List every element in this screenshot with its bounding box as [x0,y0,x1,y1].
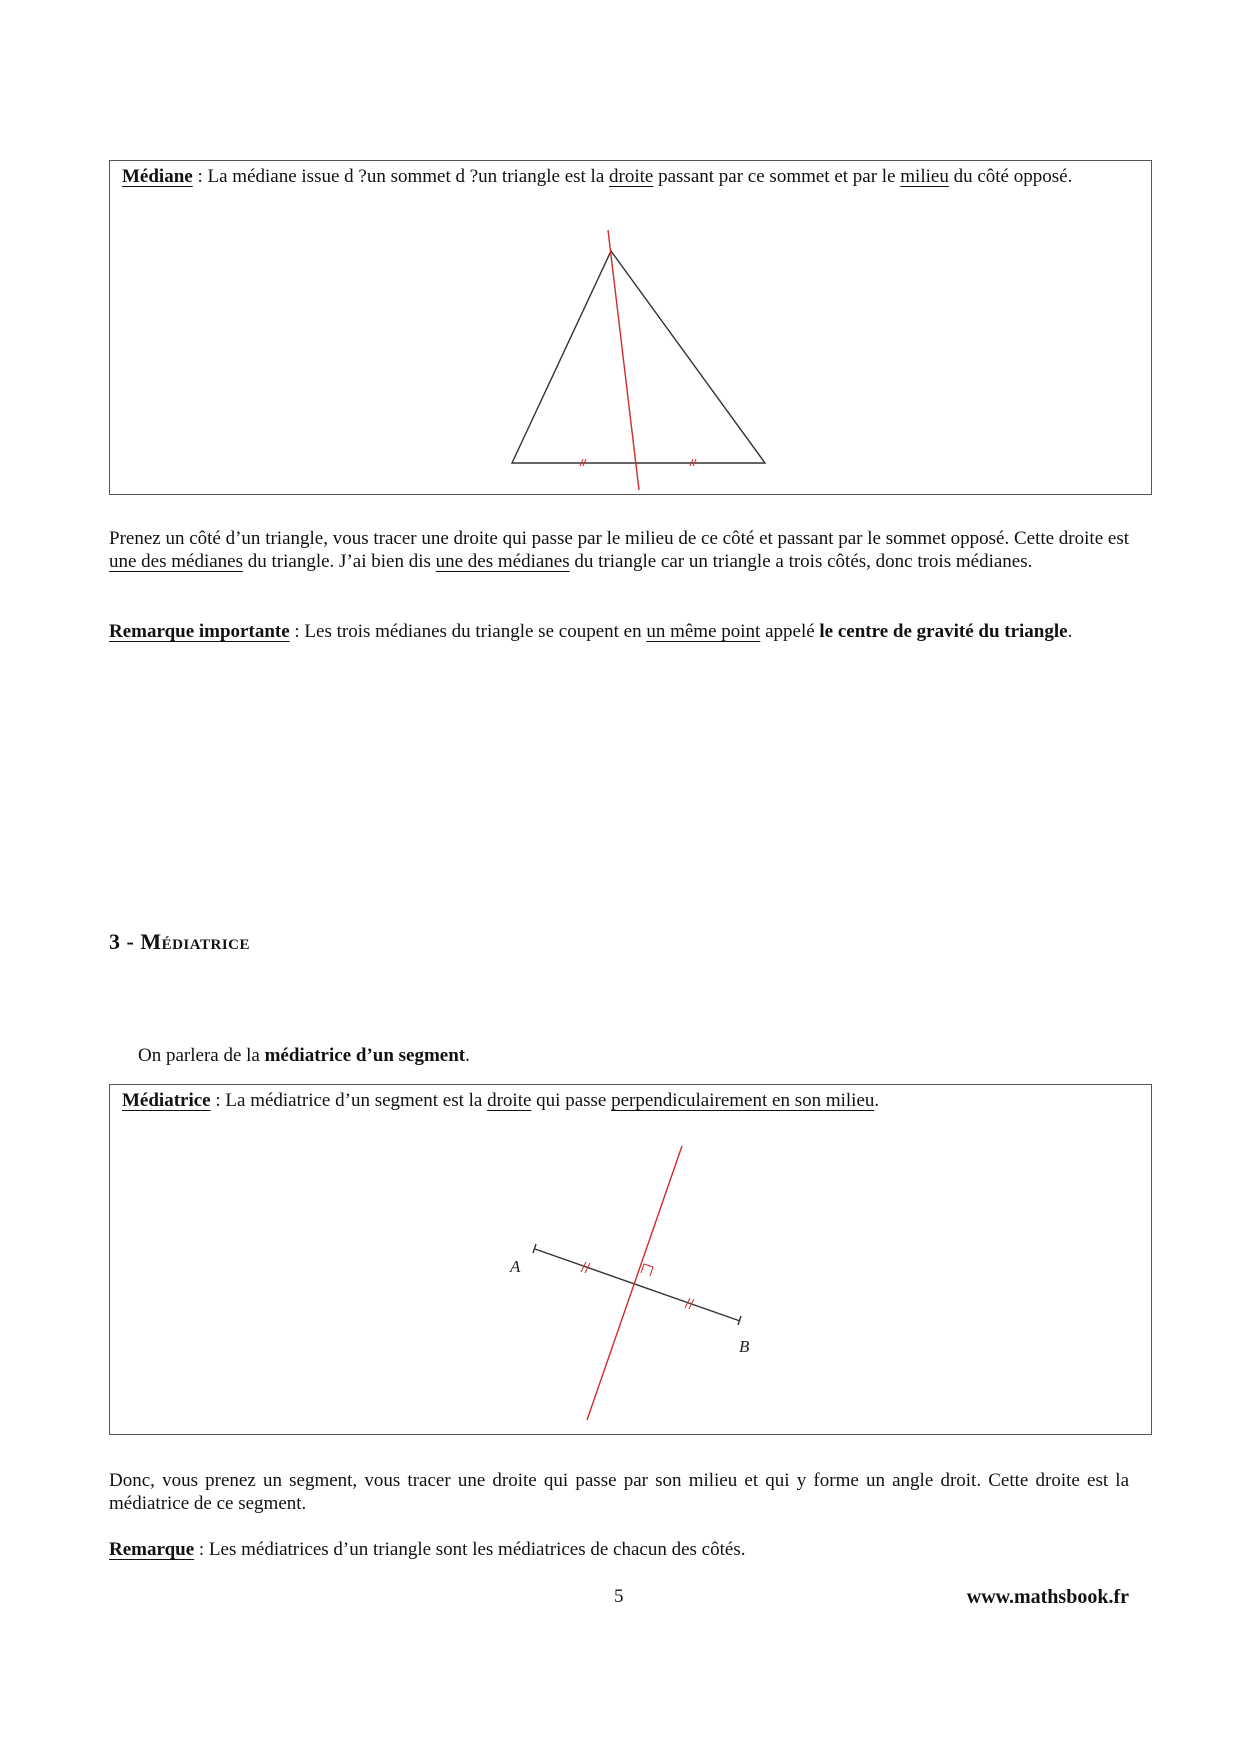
perpendicular-bisector [587,1146,682,1420]
remarque-label: Remarque [109,1539,195,1560]
droite-underlined: droite [609,166,654,187]
label-b: B [739,1337,750,1356]
mediatrice-intro: On parlera de la médiatrice d’un segment. [138,1045,470,1066]
remarque-importante-label: Remarque importante [109,621,290,642]
remarque-importante: Remarque importante : Les trois médianes du triangle se coupent en un même point appelé le centre de gravité du triangle. [109,621,1073,642]
perpendiculairement-underlined: perpendiculairement en son milieu [611,1090,875,1111]
right-angle-mark [641,1264,653,1276]
section-title-text: Médiatrice [140,929,250,954]
remarque: Remarque : Les médiatrices d’un triangle sont les médiatrices de chacun des côtés. [109,1539,746,1560]
mediane-explanation: Prenez un côté d’un triangle, vous tracer une droite qui passe par le milieu de ce côté et passant par le sommet opposé. Cette droite est une des médianes du triangle. J’ai bien dis une des médianes du triangle car un triangle a trois côtés, donc trois médianes. [109,528,1129,572]
segment-ab [535,1249,740,1321]
une-des-medianes-underlined: une des médianes [109,551,244,572]
centre-de-gravite: le centre de gravité du triangle [819,621,1068,642]
un-meme-point-underlined: un même point [646,621,761,642]
mediane-term: Médiane [122,166,193,187]
une-des-medianes-underlined-2: une des médianes [435,551,570,572]
mediatrice-explanation: Donc, vous prenez un segment, vous tracer une droite qui passe par son milieu et qui y forme un angle droit. Cette droite est la médiatrice de ce segment. [109,1470,1129,1514]
page-number: 5 [614,1586,624,1607]
mediatrice-definition-text: Médiatrice : La médiatrice d’un segment est la droite qui passe perpendiculairement en son milieu. [122,1090,880,1111]
site-url: www.mathsbook.fr [966,1586,1129,1608]
mediatrice-term: Médiatrice [122,1090,211,1111]
droite-underlined-2: droite [487,1090,532,1111]
label-a: A [510,1257,521,1276]
section-number: 3 - [109,929,141,954]
milieu-underlined: milieu [900,166,949,187]
mediane-definition-text: Médiane : La médiane issue d ?un sommet d ?un triangle est la droite passant par ce sommet et par le milieu du côté opposé. [122,166,1073,187]
mediatrice-segment-bold: médiatrice d’un segment [264,1045,466,1066]
